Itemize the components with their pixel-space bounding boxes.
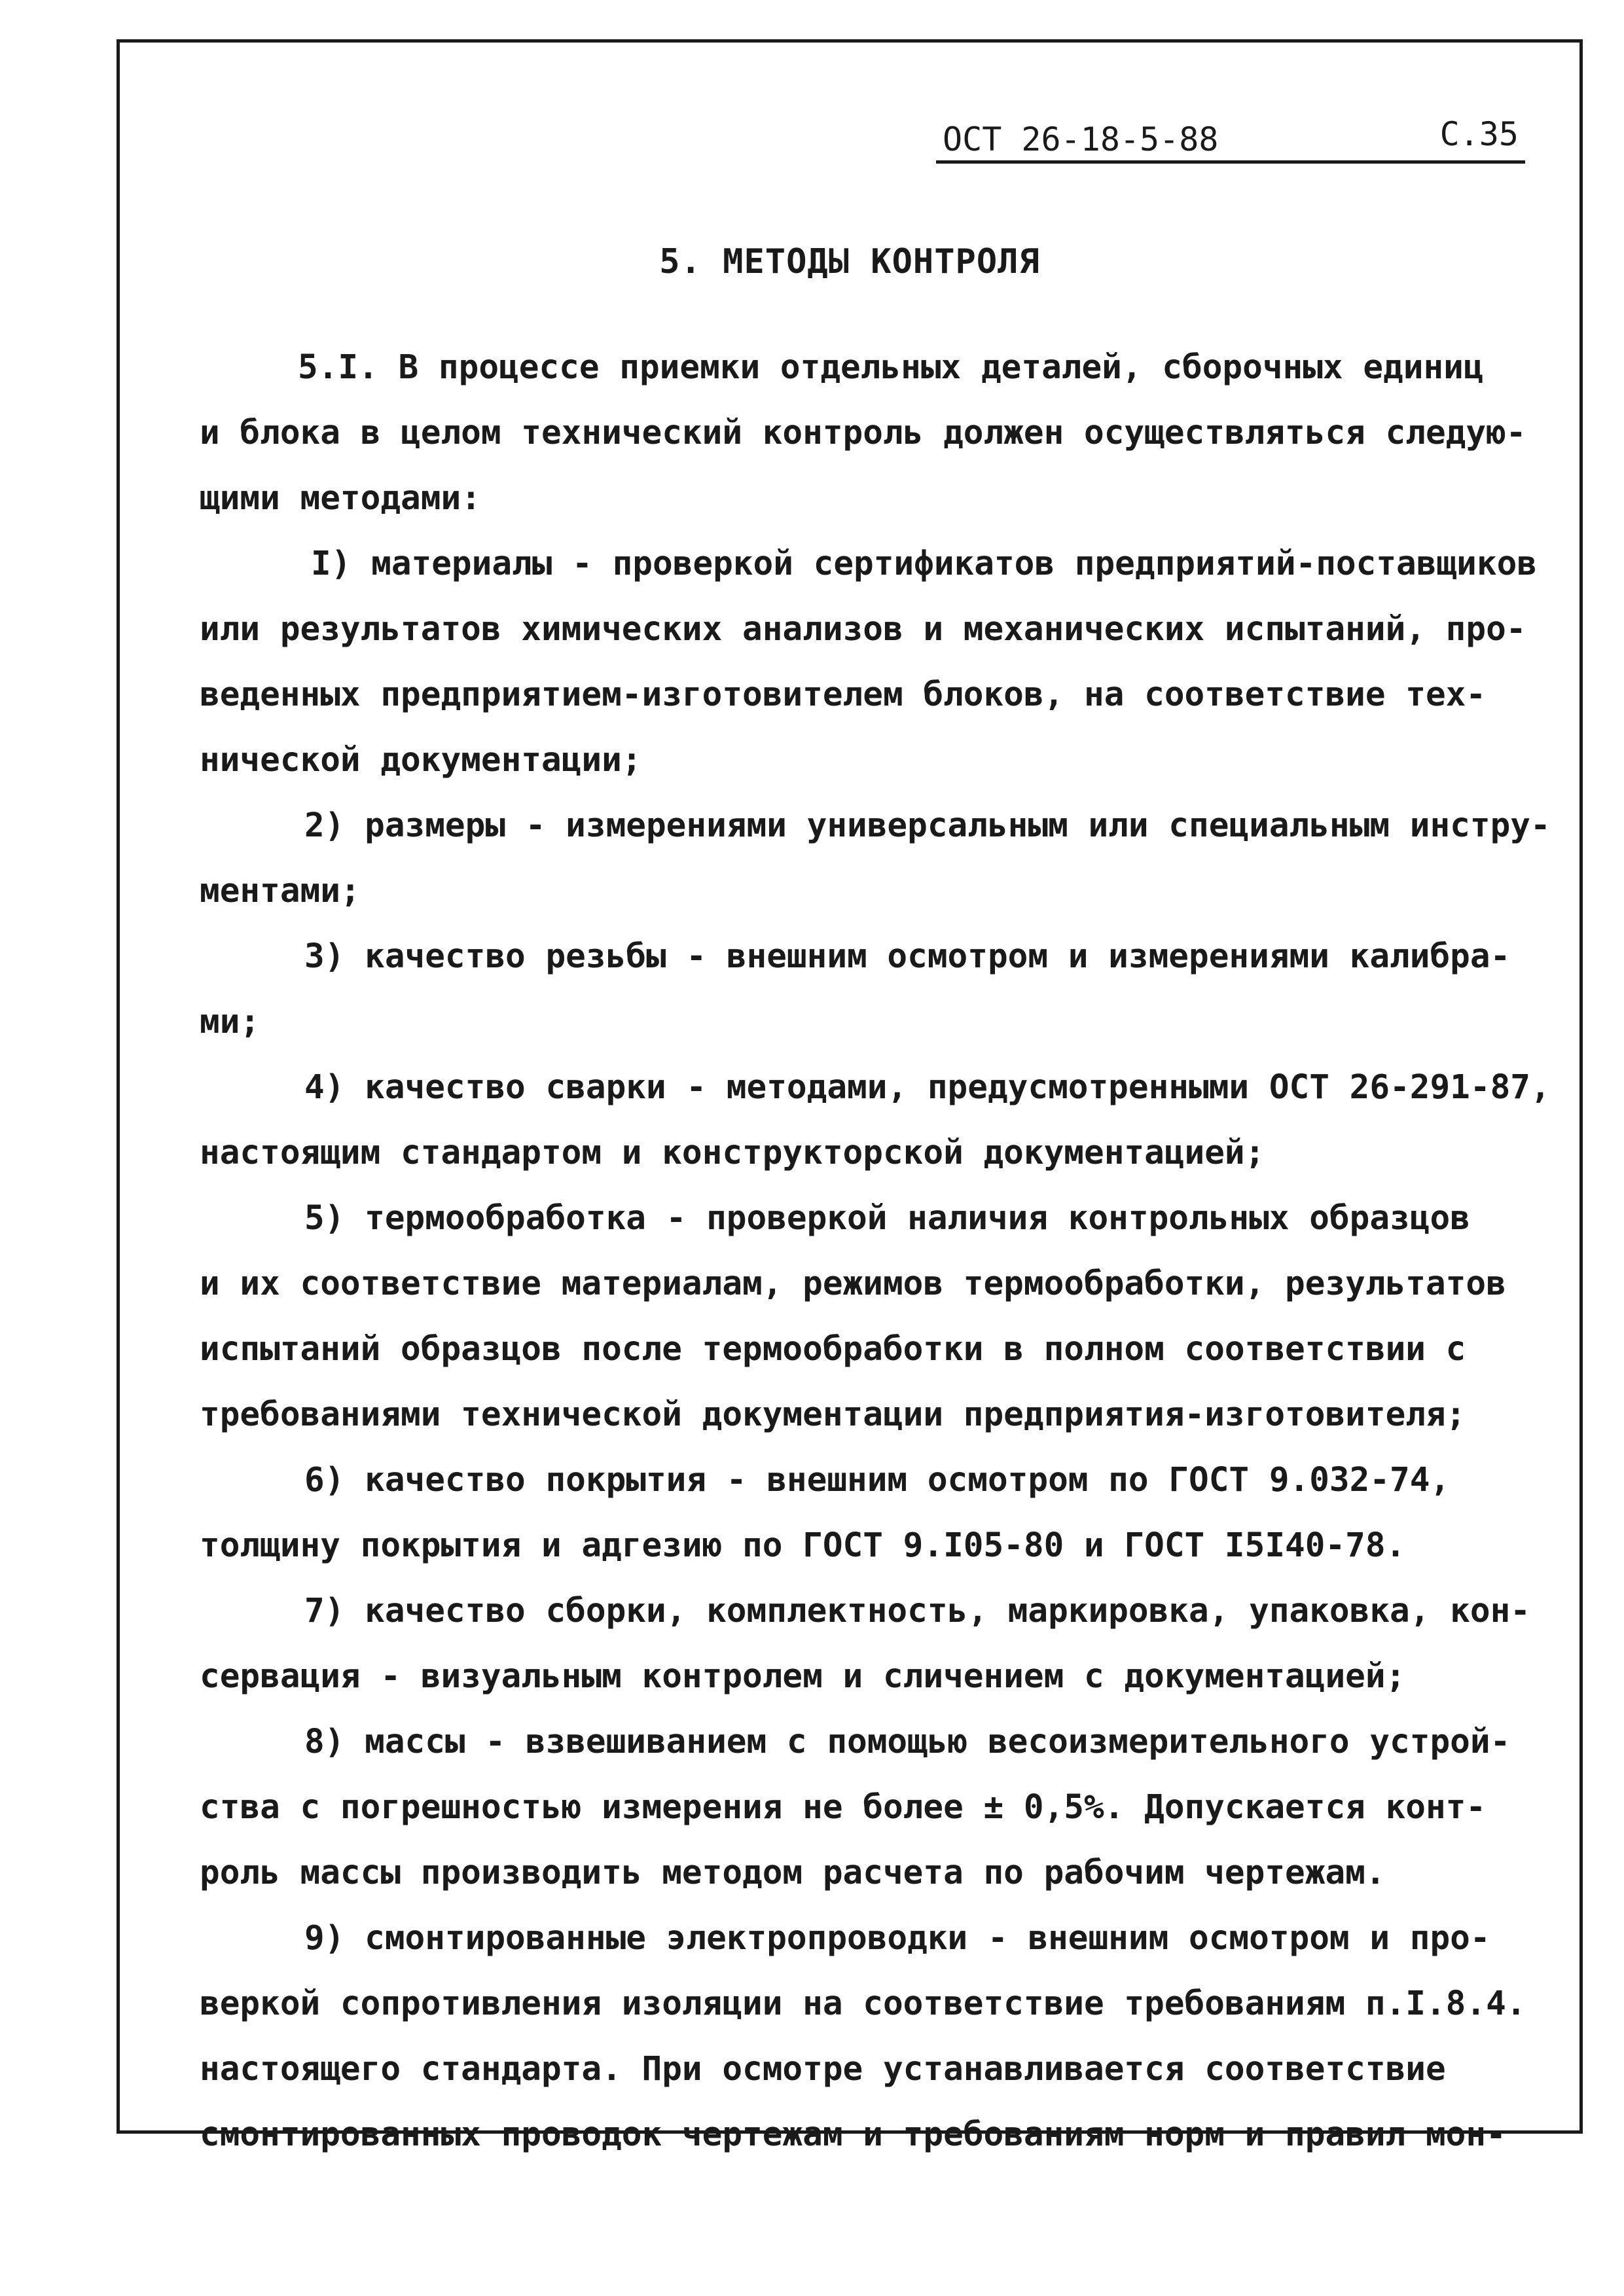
text-line: 3) качество резьбы - внешним осмотром и измерениями калибра-	[304, 937, 1511, 976]
text-line: смонтированных проводок чертежам и требованиям норм и правил мон-	[200, 2115, 1506, 2154]
text-line: или результатов химических анализов и механических испытаний, про-	[200, 610, 1526, 649]
text-line: настоящего стандарта. При осмотре устанавливается соответствие	[200, 2050, 1446, 2089]
text-line: нической документации;	[200, 741, 642, 780]
text-line: веденных предприятием-изготовителем блоков, на соответствие тех-	[200, 675, 1487, 714]
text-line: 5.I. В процессе приемки отдельных деталей, сборочных единиц	[298, 348, 1484, 387]
text-line: 2) размеры - измерениями универсальным или специальным инстру-	[304, 806, 1551, 845]
header-rule	[936, 160, 1525, 164]
text-line: и блока в целом технический контроль должен осуществляться следую-	[200, 414, 1526, 452]
text-line: 6) качество покрытия - внешним осмотром по ГОСТ 9.032-74,	[304, 1461, 1451, 1499]
text-line: настоящим стандартом и конструкторской документацией;	[200, 1134, 1265, 1172]
page-header	[936, 111, 1525, 164]
text-line: 4) качество сварки - методами, предусмотренными ОСТ 26-291-87,	[304, 1068, 1551, 1107]
document-code: ОСТ 26-18-5-88	[943, 120, 1219, 158]
text-line: толщину покрытия и адгезию по ГОСТ 9.I05-80 и ГОСТ I5I40-78.	[200, 1526, 1406, 1565]
text-line: испытаний образцов после термообработки в полном соответствии с	[200, 1330, 1466, 1369]
text-line: роль массы производить методом расчета по рабочим чертежам.	[200, 1854, 1386, 1892]
section-title: 5. МЕТОДЫ КОНТРОЛЯ	[659, 242, 1040, 281]
text-line: веркой сопротивления изоляции на соответствие требованиям п.I.8.4.	[200, 1984, 1526, 2023]
text-line: и их соответствие материалам, режимов термообработки, результатов	[200, 1265, 1506, 1303]
text-line: ментами;	[200, 872, 361, 910]
text-line: 5) термообработка - проверкой наличия контрольных образцов	[304, 1199, 1470, 1238]
text-line: щими методами:	[200, 479, 481, 518]
text-line: ства с погрешностью измерения не более ± 0,5%. Допускается конт-	[200, 1788, 1487, 1827]
text-line: ми;	[200, 1003, 261, 1041]
text-line: 7) качество сборки, комплектность, маркировка, упаковка, кон-	[304, 1592, 1530, 1630]
text-line: 9) смонтированные электропроводки - внешним осмотром и про-	[304, 1919, 1490, 1958]
text-line: сервация - визуальным контролем и сличением с документацией;	[200, 1657, 1406, 1696]
text-line: требованиями технической документации предприятия-изготовителя;	[200, 1395, 1466, 1434]
text-line: I) материалы - проверкой сертификатов предприятий-поставщиков	[311, 545, 1537, 583]
page-number: С.35	[1439, 115, 1519, 153]
text-line: 8) массы - взвешиванием с помощью весоизмерительного устрой-	[304, 1723, 1511, 1761]
